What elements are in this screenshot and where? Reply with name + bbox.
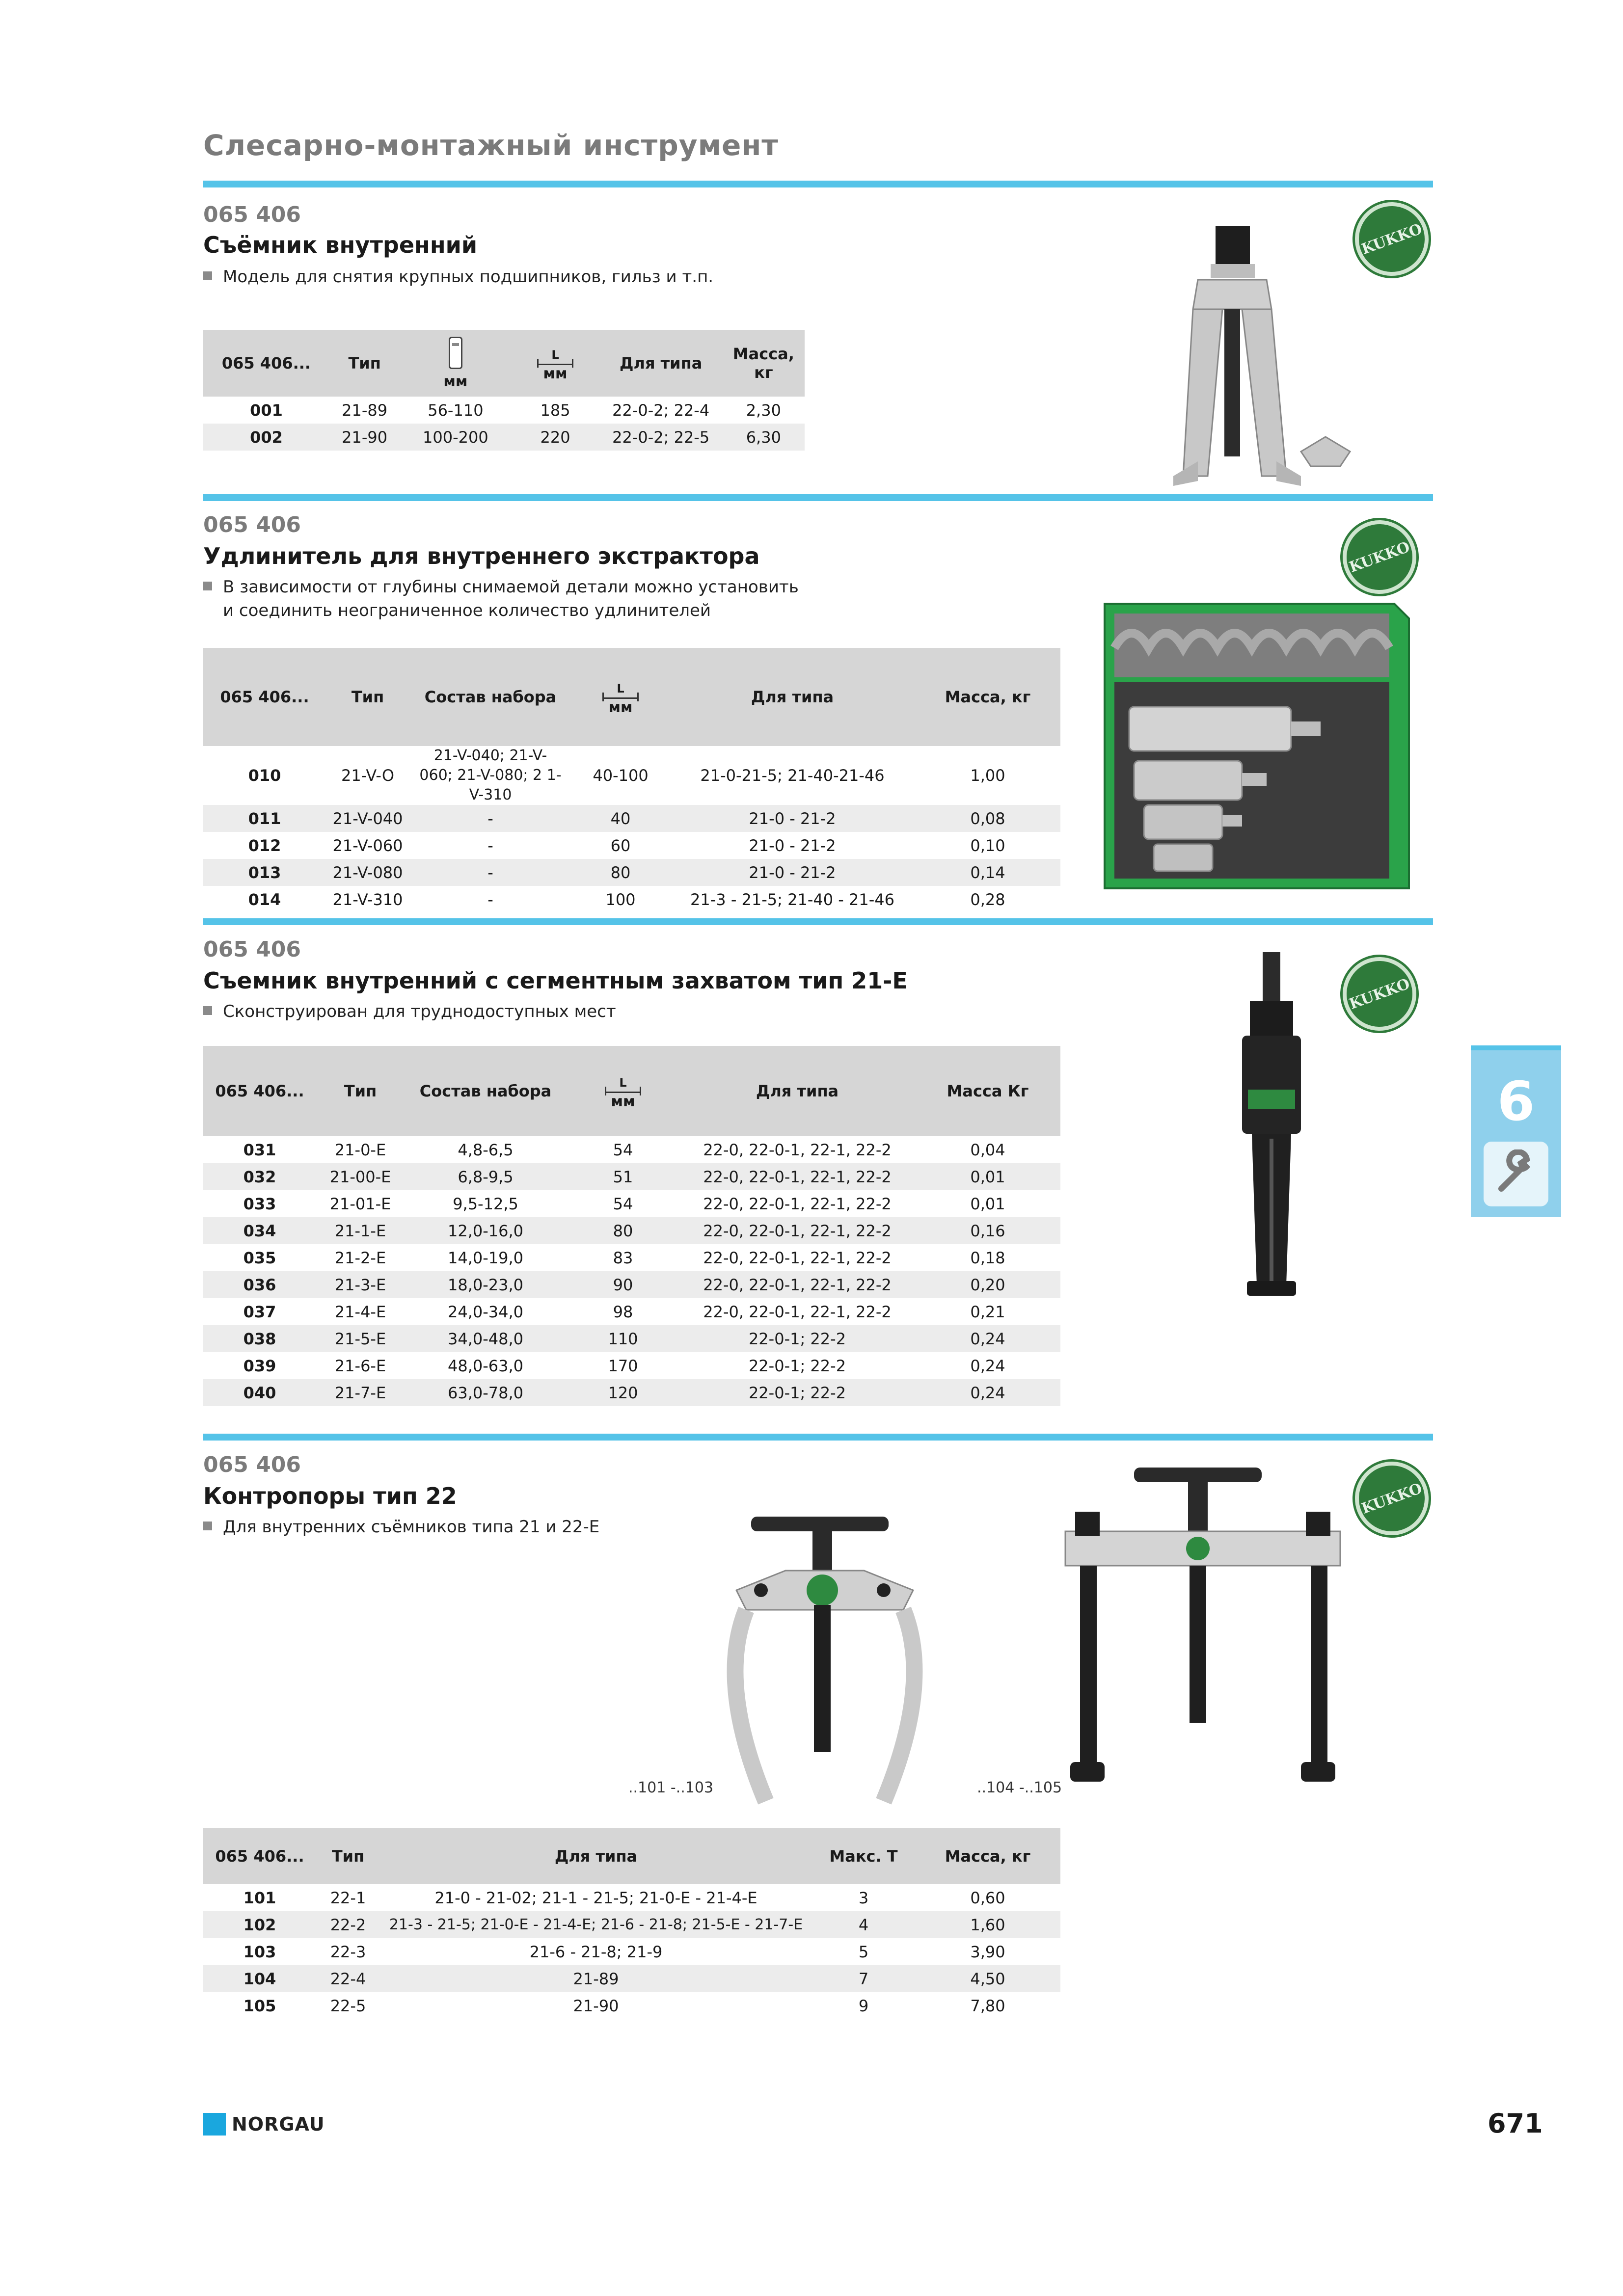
section-code: 065 406 bbox=[203, 202, 301, 227]
section-code: 065 406 bbox=[203, 512, 301, 537]
kukko-badge: KUKKO bbox=[1332, 947, 1427, 1041]
table-row: 002 21-90 100-200 220 22-0-2; 22-5 6,30 bbox=[203, 424, 805, 451]
table-row: 010 21-V-O 21-V-040; 21-V-060; 21-V-080; 2 1-V-310 40-100 21-0-21-5; 21-40-21-46 1,00 bbox=[248, 747, 1005, 803]
brand-name: NORGAU bbox=[232, 2113, 325, 2135]
col-header: Для типа bbox=[670, 648, 915, 746]
table-row: 101 22-1 21-0 - 21-02; 21-1 - 21-5; 21-0-E - 21-4-E 3 0,60 bbox=[243, 1888, 1005, 1907]
wrench-icon bbox=[1484, 1142, 1548, 1206]
length-dimension-icon: L bbox=[602, 682, 639, 699]
kukko-badge: KUKKO bbox=[1345, 192, 1439, 286]
col-header: Тип bbox=[316, 1828, 380, 1884]
section-title: Съемник внутренний с сегментным захватом тип 21-E bbox=[203, 967, 908, 994]
section-title: Съёмник внутренний bbox=[203, 232, 478, 258]
section-description: Сконструирован для труднодоступных мест bbox=[203, 1000, 616, 1023]
table-row: 035 21-2-E 14,0-19,0 83 22-0, 22-0-1, 22-1, 22-2 0,18 bbox=[243, 1248, 1005, 1267]
table-row: 105 22-5 21-90 9 7,80 bbox=[243, 1996, 1005, 2015]
spec-table bbox=[203, 648, 1060, 913]
col-header: Тип bbox=[316, 1046, 405, 1136]
table-row: 011 21-V-040 - 40 21-0 - 21-2 0,08 bbox=[203, 805, 1060, 832]
table-row: 034 21-1-E 12,0-16,0 80 22-0, 22-0-1, 22-1, 22-2 0,16 bbox=[203, 1217, 1060, 1244]
bullet-icon bbox=[203, 1522, 212, 1530]
table-row: 032 21-00-E 6,8-9,5 51 22-0, 22-0-1, 22-1, 22-2 0,01 bbox=[203, 1163, 1060, 1190]
col-header-length: L мм bbox=[567, 1046, 679, 1136]
col-header: 065 406... bbox=[203, 1046, 316, 1136]
col-header-length: L мм bbox=[511, 330, 599, 397]
col-header: Для типа bbox=[599, 330, 723, 397]
kukko-badge: KUKKO bbox=[1332, 510, 1427, 604]
counter-support-small-image bbox=[717, 1512, 933, 1806]
col-header: Масса, кг bbox=[723, 330, 805, 397]
table-row: 102 22-2 21-3 - 21-5; 21-0-E - 21-4-E; 21-6 - 21-8; 21-5-E - 21-7-E 4 1,60 bbox=[203, 1911, 1060, 1938]
section-code: 065 406 bbox=[203, 937, 301, 962]
section-description: Для внутренних съёмников типа 21 и 22-E bbox=[203, 1515, 599, 1539]
col-header: 065 406... bbox=[203, 330, 329, 397]
spec-table bbox=[203, 1828, 1060, 2019]
table-row: 031 21-0-E 4,8-6,5 54 22-0, 22-0-1, 22-1, 22-2 0,04 bbox=[243, 1140, 1005, 1159]
spec-table bbox=[203, 1046, 1060, 1406]
table-row: 012 21-V-060 - 60 21-0 - 21-2 0,10 bbox=[248, 836, 1005, 855]
col-header: 065 406... bbox=[203, 648, 326, 746]
col-header: Масса, кг bbox=[915, 648, 1060, 746]
diameter-icon bbox=[449, 337, 462, 369]
col-header: Для типа bbox=[380, 1828, 812, 1884]
col-header-diameter: мм bbox=[400, 330, 511, 397]
section-rule bbox=[203, 494, 1433, 501]
col-header: Масса, кг bbox=[915, 1828, 1060, 1884]
table-row: 014 21-V-310 - 100 21-3 - 21-5; 21-40 - 21-46 0,28 bbox=[248, 890, 1005, 909]
col-header: Тип bbox=[329, 330, 400, 397]
image-caption: ..101 -..103 bbox=[628, 1779, 714, 1796]
kukko-badge: KUKKO bbox=[1345, 1451, 1439, 1546]
bullet-icon bbox=[203, 582, 212, 590]
col-header: Тип bbox=[326, 648, 409, 746]
norgau-logo bbox=[203, 2113, 325, 2136]
spec-table bbox=[203, 330, 805, 451]
segment-puller-image bbox=[1222, 952, 1321, 1315]
col-header: Состав набора bbox=[405, 1046, 567, 1136]
section-code: 065 406 bbox=[203, 1452, 301, 1477]
chapter-number: 6 bbox=[1497, 1070, 1535, 1133]
section-rule bbox=[203, 918, 1433, 925]
length-dimension-icon: L bbox=[605, 1076, 641, 1093]
logo-square-icon bbox=[203, 2113, 226, 2136]
section-description: В зависимости от глубины снимаемой детали можно установить и соединить неограниченное количество удлинителей bbox=[203, 575, 799, 622]
col-header: Для типа bbox=[679, 1046, 915, 1136]
counter-support-large-image bbox=[1055, 1463, 1360, 1796]
col-header: Состав набора bbox=[409, 648, 571, 746]
table-row: 033 21-01-E 9,5-12,5 54 22-0, 22-0-1, 22-1, 22-2 0,01 bbox=[243, 1194, 1005, 1213]
section-title: Контропоры тип 22 bbox=[203, 1483, 457, 1509]
bullet-icon bbox=[203, 1006, 212, 1015]
col-header: 065 406... bbox=[203, 1828, 316, 1884]
header-rule bbox=[203, 181, 1433, 187]
bullet-icon bbox=[203, 271, 212, 280]
table-row: 038 21-5-E 34,0-48,0 110 22-0-1; 22-2 0,24 bbox=[203, 1325, 1060, 1352]
image-caption: ..104 -..105 bbox=[977, 1779, 1062, 1796]
section-description: Модель для снятия крупных подшипников, гильз и т.п. bbox=[203, 265, 713, 289]
table-row: 040 21-7-E 63,0-78,0 120 22-0-1; 22-2 0,24 bbox=[203, 1379, 1060, 1406]
table-row: 103 22-3 21-6 - 21-8; 21-9 5 3,90 bbox=[243, 1942, 1005, 1961]
table-row: 013 21-V-080 - 80 21-0 - 21-2 0,14 bbox=[203, 859, 1060, 886]
table-row: 001 21-89 56-110 185 22-0-2; 22-4 2,30 bbox=[250, 400, 781, 420]
section-title: Удлинитель для внутреннего экстрактора bbox=[203, 543, 760, 569]
table-row: 036 21-3-E 18,0-23,0 90 22-0, 22-0-1, 22-1, 22-2 0,20 bbox=[203, 1271, 1060, 1298]
col-header: Масса Кг bbox=[915, 1046, 1060, 1136]
length-dimension-icon: L bbox=[537, 348, 573, 365]
extension-set-image bbox=[1100, 599, 1414, 893]
page-title: Слесарно-монтажный инструмент bbox=[203, 129, 779, 162]
col-header-length: L мм bbox=[571, 648, 670, 746]
table-row: 039 21-6-E 48,0-63,0 170 22-0-1; 22-2 0,24 bbox=[243, 1356, 1005, 1375]
page-number: 671 bbox=[1488, 2108, 1543, 2139]
chapter-tab bbox=[1471, 1045, 1561, 1217]
table-row: 104 22-4 21-89 7 4,50 bbox=[203, 1965, 1060, 1992]
section-rule bbox=[203, 1434, 1433, 1441]
table-row: 037 21-4-E 24,0-34,0 98 22-0, 22-0-1, 22-1, 22-2 0,21 bbox=[243, 1302, 1005, 1321]
col-header: Макс. Т bbox=[812, 1828, 915, 1884]
